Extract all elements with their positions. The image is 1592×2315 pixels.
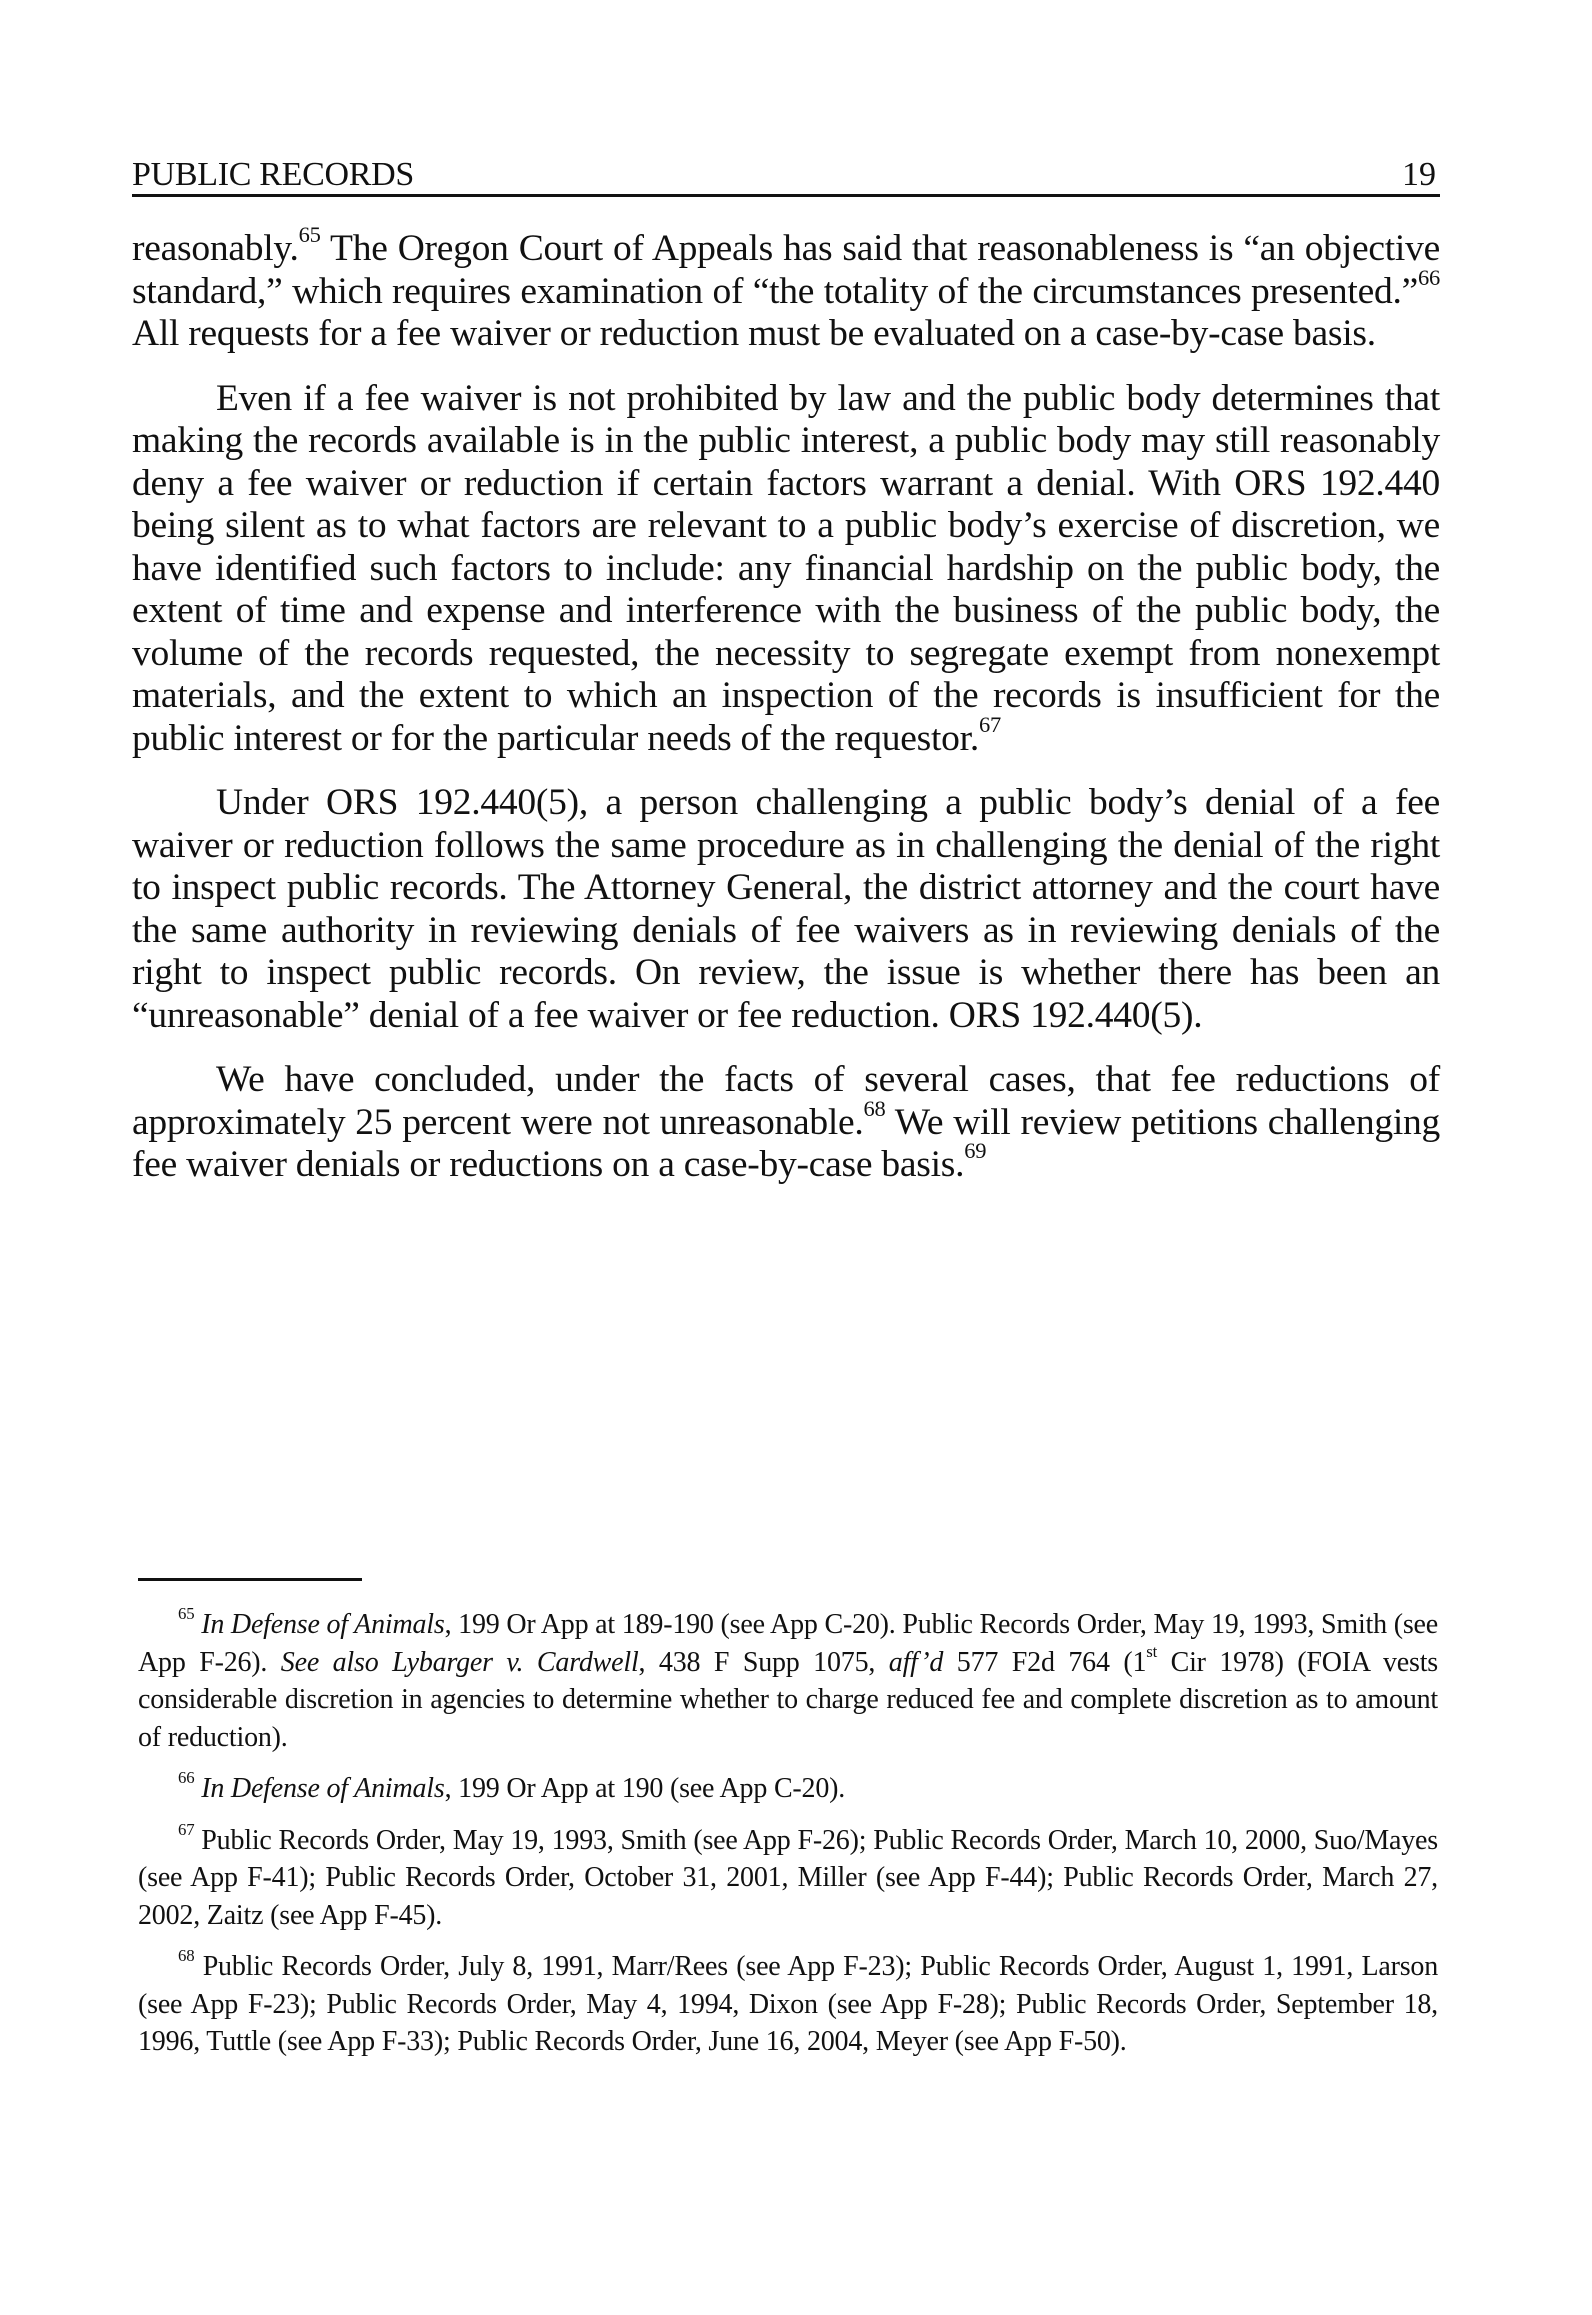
citation-italic: aff’d <box>888 1646 944 1678</box>
body-paragraph <box>132 222 1440 356</box>
header-title: PUBLIC RECORDS <box>132 156 415 193</box>
footnote-67 <box>138 1819 1438 1935</box>
footnote-reference: st <box>1146 1641 1158 1661</box>
footnote-number: 65 <box>178 1604 195 1624</box>
text-run: Under ORS 192.440(5), a person challenging a public body’s denial of a fee waiver or reduction follows the same procedure as in challenging the denial of the right to inspect public records. The Attorney General, the district attorney and the court have the same authority in reviewing denials of fee waivers as in reviewing denials of the right to inspect public records. On review, the issue is whether there has been an “unreasonable” denial of a fee waiver or fee reduction. ORS 192.440(5). <box>132 782 1440 1036</box>
footnote-reference: 69 <box>964 1138 987 1163</box>
footnote-separator <box>138 1578 362 1581</box>
footnotes <box>138 1606 1438 2075</box>
text-run: Cir 1978) (FOIA vests considerable discretion in agencies to determine whether to charge reduced fee and complete discretion as to amount of reduction). <box>138 1646 1438 1753</box>
text-run: All requests for a fee waiver or reduction must be evaluated on a case-by-case basis. <box>132 313 1376 354</box>
text-run: , 199 Or App at 189-190 (see App C-20). Public Records Order, May 19, 1993, Smith (see App F-26). <box>138 1609 1438 1678</box>
footnote-reference: 68 <box>863 1095 886 1121</box>
citation-italic: In Defense of Animals <box>201 1609 445 1640</box>
citation-italic: In Defense of Animals <box>201 1773 445 1804</box>
text-run: reasonably. <box>132 228 299 269</box>
footnote-68 <box>138 1948 1438 2061</box>
body-paragraph <box>132 782 1440 1037</box>
footnote-reference: 65 <box>298 222 321 247</box>
page-number: 19 <box>1402 156 1436 193</box>
footnote-65 <box>138 1606 1438 1756</box>
citation-italic: See also Lybarger v. Cardwell <box>280 1646 639 1678</box>
text-run: We will review petitions challenging fee waiver denials or reductions on a case-by-case basis. <box>132 1101 1440 1185</box>
footnote-number: 66 <box>178 1768 195 1788</box>
text-run: Public Records Order, May 19, 1993, Smith (see App F-26); Public Records Order, March 10, 2000, Suo/Mayes (see App F-41); Public Records Order, October 31, 2001, Miller (see App F-44); Public Records Order, March 27, 2002, Zaitz (see App F-45). <box>138 1824 1438 1931</box>
body-paragraph <box>132 378 1440 761</box>
text-run: Even if a fee waiver is not prohibited by law and the public body determines that making the records available is in the public interest, a public body may still reasonably deny a fee waiver or reduction if certain factors warrant a denial. With ORS 192.440 being silent as to what factors are relevant to a public body’s exercise of discretion, we have identified such factors to include: any financial hardship on the public body, the extent of time and expense and interference with the business of the public body, the volume of the records requested, the necessity to segregate exempt from nonexempt materials, and the extent to which an inspection of the records is insufficient for the public interest or for the particular needs of the requestor. <box>132 377 1440 759</box>
footnote-number: 67 <box>178 1819 195 1839</box>
text-run: We have concluded, under the facts of several cases, that fee reductions of approximately 25 percent were not unreasonable. <box>132 1059 1440 1143</box>
text-run: The Oregon Court of Appeals has said that reasonableness is “an objective standard,” which requires examination of “the totality of the circumstances presented.” <box>132 228 1440 312</box>
running-header <box>132 136 1440 192</box>
text-run: 577 F2d 764 (1 <box>943 1646 1147 1678</box>
body-paragraph <box>132 1059 1440 1187</box>
text-run: , 199 Or App at 190 (see App C-20). <box>444 1773 846 1804</box>
text-run: Public Records Order, July 8, 1991, Marr/Rees (see App F-23); Public Records Order, August 1, 1991, Larson (see App F-23); Public Records Order, May 4, 1994, Dixon (see App F-28); Public Records Order, September 18, 1996, Tuttle (see App F-33); Public Records Order, June 16, 2004, Meyer (see App F-50). <box>138 1951 1438 2057</box>
footnote-66 <box>138 1770 1438 1808</box>
text-run: , 438 F Supp 1075, <box>638 1646 889 1678</box>
footnote-reference: 66 <box>1418 264 1440 290</box>
footnote-reference: 67 <box>978 711 1001 737</box>
footnote-number: 68 <box>178 1946 195 1966</box>
body-text <box>132 222 1440 1209</box>
header-rule <box>132 194 1440 197</box>
